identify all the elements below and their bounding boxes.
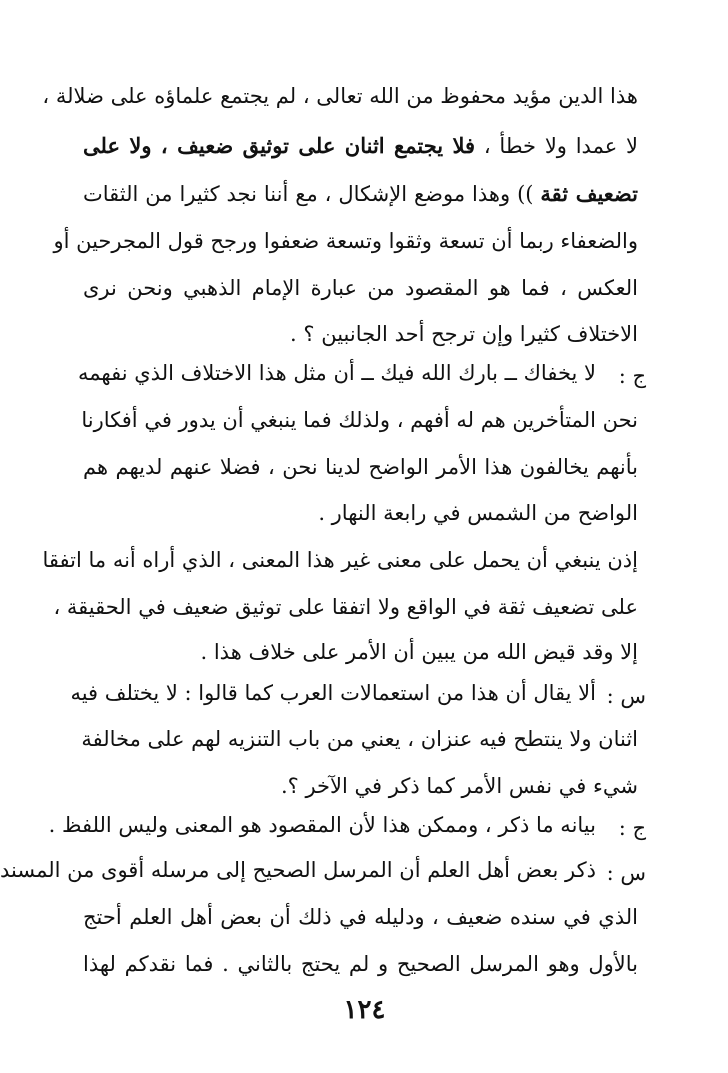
text-line: الواضح من الشمس في رابعة النهار . xyxy=(318,501,638,525)
text-line: نحن المتأخرين هم له أفهم ، ولذلك فما ينبغي أن يدور في أفكارنا xyxy=(81,408,638,432)
text-line: والضعفاء ربما أن تسعة وثقوا وتسعة ضعفوا ورجح قول المجرحين أو xyxy=(53,229,638,253)
text-line: على تضعيف ثقة في الواقع ولا اتفقا على توثيق ضعيف في الحقيقة ، xyxy=(53,595,638,619)
answer-marker: ج : xyxy=(618,364,646,388)
text-line: العكس ، فما هو المقصود من عبارة الإمام الذهبي ونحن نرى xyxy=(83,276,638,300)
text-line: الذي في سنده ضعيف ، ودليله في ذلك أن بعض أهل العلم أحتج xyxy=(83,905,638,929)
text-line: ألا يقال أن هذا من استعمالات العرب كما قالوا : لا يختلف فيه xyxy=(70,681,596,705)
text-segment: لا عمدا ولا خطأ ، xyxy=(475,134,638,158)
bold-text-segment: تضعيف ثقة xyxy=(540,181,638,206)
text-line: بالأول وهو المرسل الصحيح و لم يحتج بالثاني . فما نقدكم لهذا xyxy=(83,952,638,976)
text-line: إلا وقد قيض الله من يبين أن الأمر على خلاف هذا . xyxy=(200,640,638,664)
text-line: بيانه ما ذكر ، وممكن هذا لأن المقصود هو المعنى وليس اللفظ . xyxy=(48,813,596,837)
bold-text-segment: فلا يجتمع اثنان على توثيق ضعيف ، ولا على xyxy=(83,133,476,158)
page-number: ١٢٤ xyxy=(343,995,386,1025)
text-line: لا يخفاك ــ بارك الله فيك ــ أن مثل هذا الاختلاف الذي نفهمه xyxy=(78,361,596,385)
question-marker: س : xyxy=(606,684,646,708)
text-line: بأنهم يخالفون هذا الأمر الواضح لدينا نحن ، فضلا عنهم لديهم هم xyxy=(83,455,638,479)
text-line: الاختلاف كثيرا وإن ترجح أحد الجانبين ؟ . xyxy=(290,322,638,346)
text-line: إذن ينبغي أن يحمل على معنى غير هذا المعنى ، الذي أراه أنه ما اتفقا xyxy=(42,548,638,572)
text-line: هذا الدين مؤيد محفوظ من الله تعالى ، لم يجتمع علماؤه على ضلالة ، xyxy=(42,84,638,108)
text-segment: )) وهذا موضع الإشكال ، مع أننا نجد كثيرا من الثقات xyxy=(83,182,541,206)
answer-marker: ج : xyxy=(618,816,646,840)
text-line xyxy=(83,124,638,168)
text-line xyxy=(83,172,638,216)
text-line: ذكر بعض أهل العلم أن المرسل الصحيح إلى مرسله أقوى من المسند xyxy=(0,858,596,882)
text-line: اثنان ولا ينتطح فيه عنزان ، يعني من باب التنزيه لهم على مخالفة xyxy=(81,727,638,751)
book-page xyxy=(1,0,728,1073)
question-marker: س : xyxy=(606,861,646,885)
text-line: شيء في نفس الأمر كما ذكر في الآخر ؟. xyxy=(280,774,638,798)
